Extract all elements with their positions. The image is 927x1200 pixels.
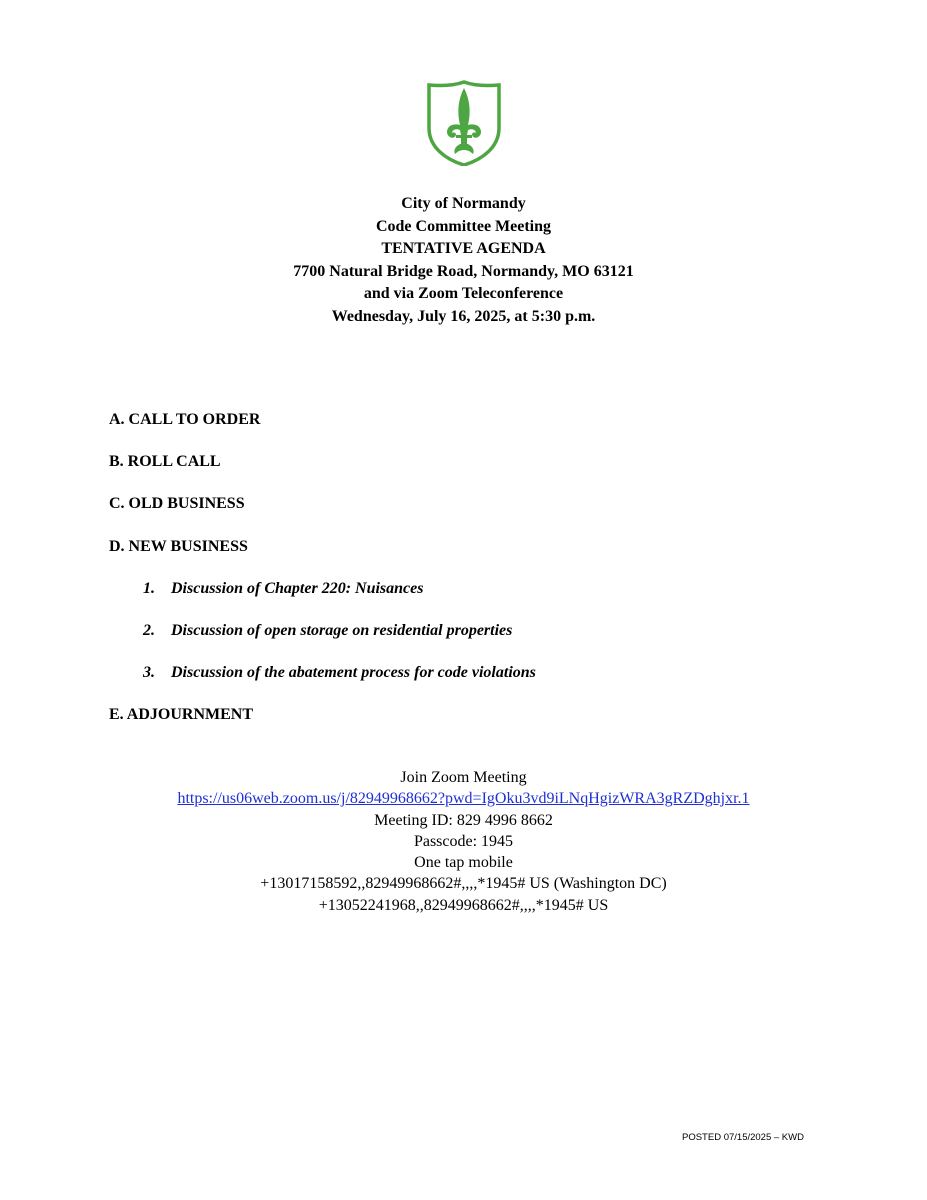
item-text: Discussion of the abatement process for code violations	[171, 664, 536, 681]
new-business-item	[143, 663, 536, 683]
zoom-passcode: Passcode: 1945	[413, 832, 514, 850]
agenda-type: TENTATIVE AGENDA	[381, 240, 546, 258]
section-adjournment: E. ADJOURNMENT	[109, 706, 254, 723]
fleur-de-lis-shield-icon	[425, 80, 503, 166]
section-new-business: D. NEW BUSINESS	[109, 538, 248, 555]
new-business-item	[143, 579, 423, 599]
zoom-one-tap: One tap mobile	[414, 854, 513, 872]
zoom-phone-2: +13052241968,,82949968662#,,,,*1945# US	[318, 896, 609, 914]
zoom-info	[0, 767, 927, 916]
zoom-title: Join Zoom Meeting	[400, 769, 527, 786]
section-call-to-order: A. CALL TO ORDER	[109, 411, 261, 428]
section-roll-call: B. ROLL CALL	[109, 453, 221, 470]
meeting-address: 7700 Natural Bridge Road, Normandy, MO 63121	[293, 262, 634, 280]
section-old-business: C. OLD BUSINESS	[109, 495, 245, 512]
city-name: City of Normandy	[401, 195, 526, 212]
item-number: 1.	[143, 580, 155, 597]
meeting-name: Code Committee Meeting	[375, 217, 552, 235]
meeting-datetime: Wednesday, July 16, 2025, at 5:30 p.m.	[331, 307, 596, 325]
item-number: 3.	[143, 664, 155, 681]
zoom-phone-1: +13017158592,,82949968662#,,,,*1945# US (Washington DC)	[260, 875, 667, 893]
item-text: Discussion of Chapter 220: Nuisances	[171, 580, 424, 597]
item-text: Discussion of open storage on residential properties	[171, 622, 513, 639]
meeting-via: and via Zoom Teleconference	[363, 285, 564, 303]
zoom-meeting-id: Meeting ID: 829 4996 8662	[374, 811, 553, 829]
posted-note: POSTED 07/15/2025 – KWD	[682, 1132, 804, 1143]
zoom-link[interactable]: https://us06web.zoom.us/j/82949968662?pwd=IgOku3vd9iLNqHgizWRA3gRZDghjxr.1	[177, 790, 750, 808]
agenda-header	[0, 193, 927, 329]
new-business-item	[143, 621, 512, 641]
item-number: 2.	[143, 622, 155, 639]
